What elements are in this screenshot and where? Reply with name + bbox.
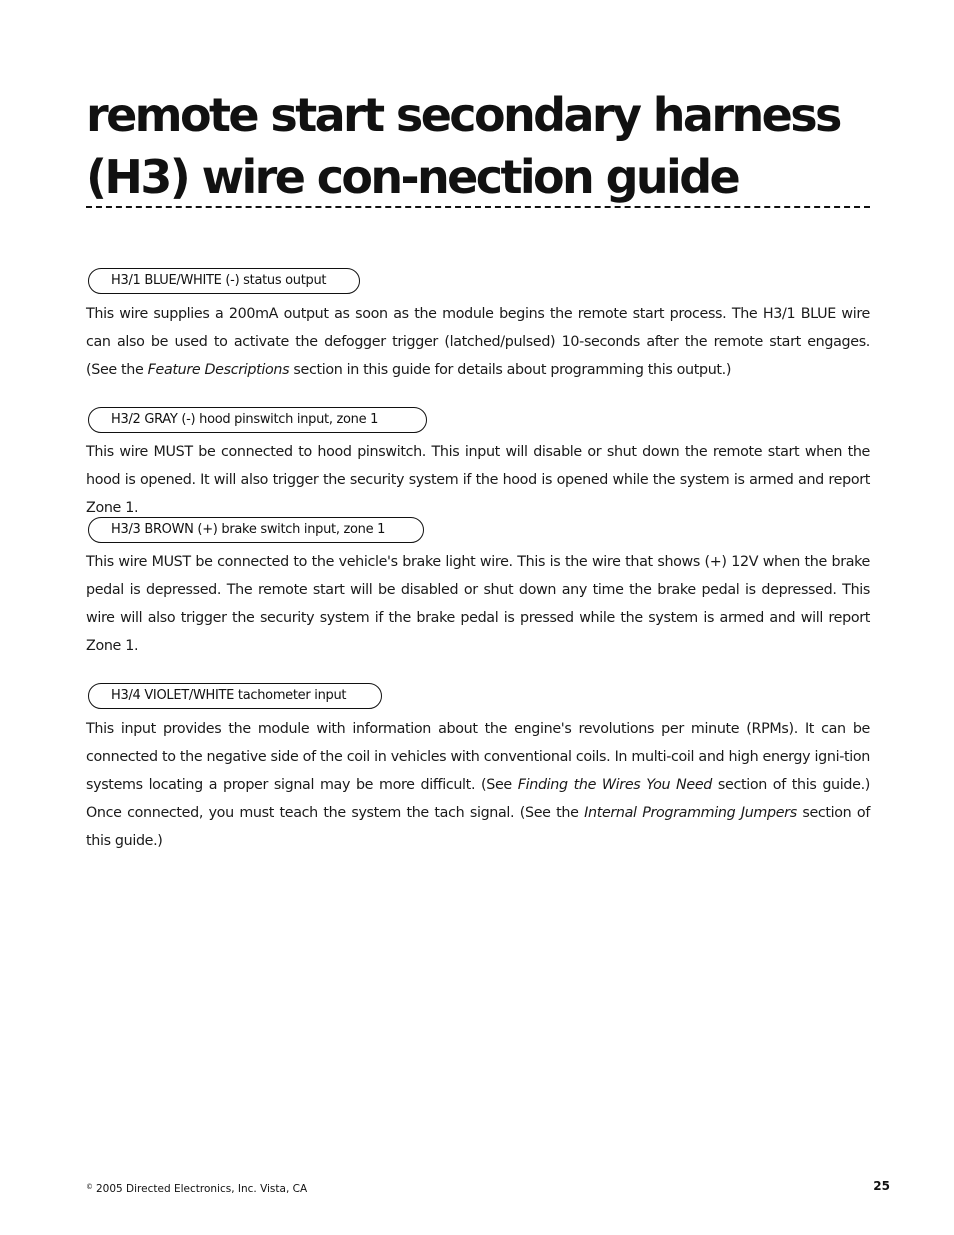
title-divider xyxy=(86,206,870,208)
section-label-h3-3: H3/3 BROWN (+) brake switch input, zone 1 xyxy=(88,517,424,543)
section-label-h3-4: H3/4 VIOLET/WHITE tachometer input xyxy=(88,683,382,709)
italic-reference: Internal Programming Jumpers xyxy=(584,805,797,821)
section-label-h3-2: H3/2 GRAY (-) hood pinswitch input, zone 1 xyxy=(88,407,427,433)
section-body-h3-4: This input provides the module with information about the engine's revolutions per minute (RPMs). It can be connected to the negative side of the coil in vehicles with conventional coils. In multi-coil and high energy igni-tion systems locating a proper signal may be more difficult. (See Finding the Wires You Need section of this guide.) Once connected, you must teach the system the tach signal. (See the Internal Programming Jumpers section of this guide.) xyxy=(86,721,871,849)
section-body-h3-3: This wire MUST be connected to the vehicle's brake light wire. This is the wire that shows (+) 12V when the brake pedal is depressed. The remote start will be disabled or shut down any time the brake pedal is depressed. This wire will also trigger the security system if the brake pedal is pressed while the system is armed and will report Zone 1. xyxy=(86,554,870,654)
page-number: 25 xyxy=(873,1179,890,1193)
italic-reference: Finding the Wires You Need xyxy=(517,777,713,793)
section-body-h3-1: This wire supplies a 200mA output as soon as the module begins the remote start process. The H3/1 BLUE wire can also be used to activate the defogger trigger (latched/pulsed) 10-seconds after the remote start engages. (See the Feature Descriptions section in this guide for details about programming this output.) xyxy=(86,306,870,378)
section-body-h3-2: This wire MUST be connected to hood pinswitch. This input will disable or shut down the remote start when the hood is opened. It will also trigger the security system if the hood is opened while the system is armed and report Zone 1. xyxy=(86,444,870,516)
italic-reference: Feature Descriptions xyxy=(147,362,290,378)
copyright-icon: © xyxy=(86,1183,93,1191)
footer-copyright: © 2005 Directed Electronics, Inc. Vista, CA xyxy=(86,1183,308,1195)
page-title: remote start secondary harness (H3) wire con-nection guide xyxy=(86,88,840,204)
section-label-h3-1: H3/1 BLUE/WHITE (-) status output xyxy=(88,268,360,294)
